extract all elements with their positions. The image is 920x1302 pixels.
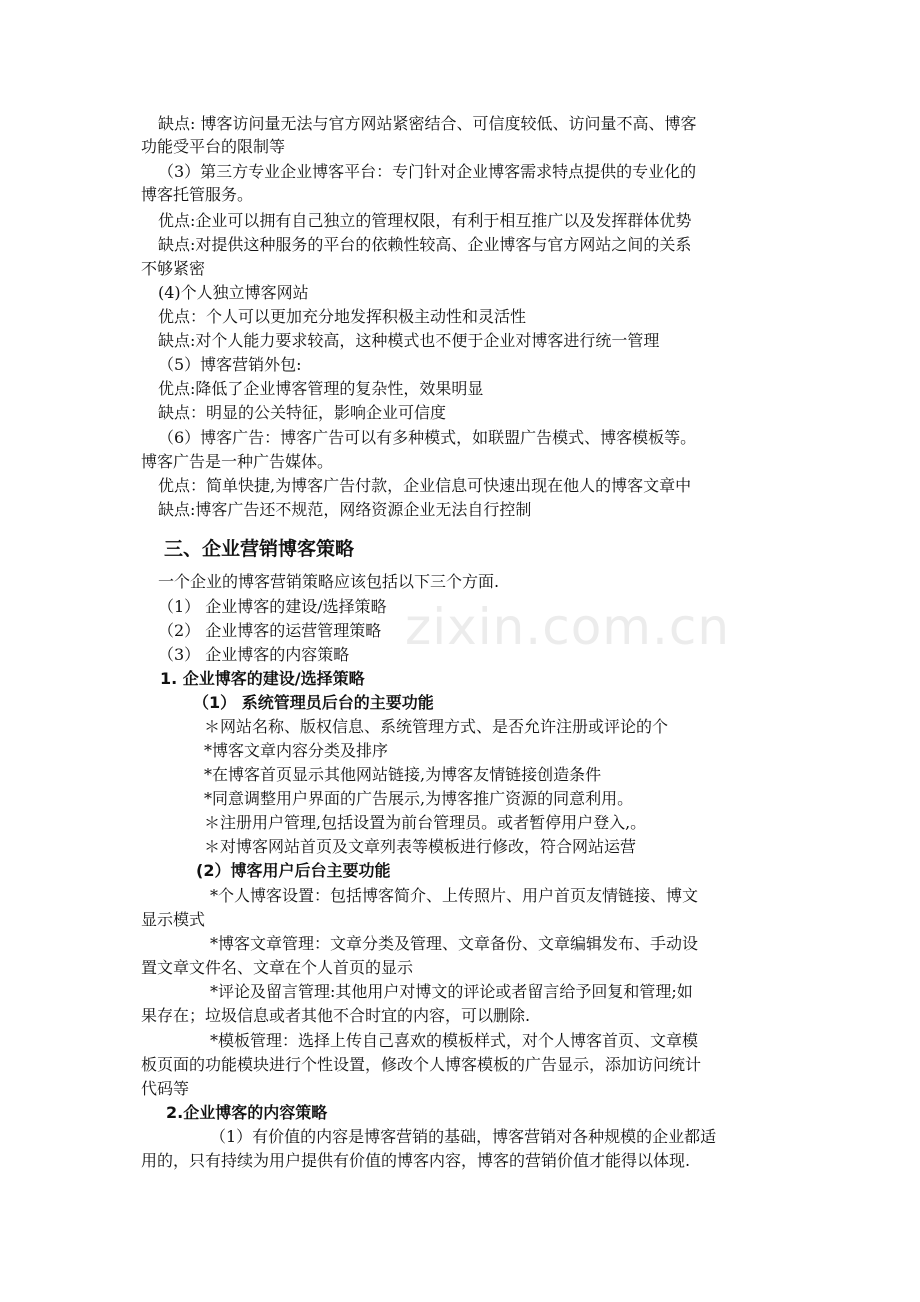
text-line: 不够紧密 — [141, 259, 206, 278]
text-line: 功能受平台的限制等 — [141, 137, 286, 156]
text-line: *博客文章管理：文章分类及管理、文章备份、文章编辑发布、手动设 — [210, 934, 699, 953]
text-line: （3）第三方专业企业博客平台：专门针对企业博客需求特点提供的专业化的 — [158, 162, 697, 181]
subsection-heading: （1） 系统管理员后台的主要功能 — [193, 693, 434, 712]
text-line: 缺点:对个人能力要求较高，这种模式也不便于企业对博客进行统一管理 — [158, 331, 660, 350]
text-line: 缺点:对提供这种服务的平台的依赖性较高、企业博客与官方网站之间的关系 — [158, 235, 692, 254]
section-heading: 三、企业营销博客策略 — [164, 538, 355, 560]
text-line: （1）有价值的内容是博客营销的基础，博客营销对各种规模的企业都适 — [210, 1127, 717, 1146]
list-item: （2） 企业博客的运营管理策略 — [158, 621, 382, 640]
subsection-heading: 2.企业博客的内容策略 — [166, 1103, 328, 1122]
list-item: ＊注册用户管理,包括设置为前台管理员。或者暂停用户登入,。 — [204, 813, 647, 832]
text-line: 置文章文件名、文章在个人首页的显示 — [141, 958, 414, 977]
text-line: 显示模式 — [141, 910, 206, 929]
text-line: 缺点:博客广告还不规范，网络资源企业无法自行控制 — [158, 500, 532, 519]
text-line: 优点：个人可以更加充分地发挥积极主动性和灵活性 — [158, 307, 527, 326]
text-line: （5）博客营销外包: — [158, 355, 302, 374]
text-line: 优点:企业可以拥有自己独立的管理权限，有利于相互推广以及发挥群体优势 — [158, 211, 692, 230]
list-item: *同意调整用户界面的广告展示,为博客推广资源的同意利用。 — [204, 789, 634, 808]
list-item: ＊网站名称、版权信息、系统管理方式、是否允许注册或评论的个 — [204, 717, 669, 736]
text-line: 代码等 — [141, 1079, 190, 1098]
list-item: （1） 企业博客的建设/选择策略 — [158, 597, 387, 616]
subsection-heading: (2）博客用户后台主要功能 — [196, 861, 391, 880]
text-line: 优点:降低了企业博客管理的复杂性，效果明显 — [158, 379, 484, 398]
text-line: 一个企业的博客营销策略应该包括以下三个方面. — [158, 572, 500, 591]
text-line: *评论及留言管理:其他用户对博文的评论或者留言给予回复和管理;如 — [210, 982, 693, 1001]
text-line: 缺点: 博客访问量无法与官方网站紧密结合、可信度较低、访问量不高、博客 — [158, 114, 697, 133]
text-line: *个人博客设置：包括博客简介、上传照片、用户首页友情链接、博文 — [210, 886, 699, 905]
list-item: （3） 企业博客的内容策略 — [158, 645, 350, 664]
text-line: （6）博客广告：博客广告可以有多种模式，如联盟广告模式、博客模板等。 — [158, 428, 697, 447]
text-line: *模板管理：选择上传自己喜欢的模板样式，对个人博客首页、文章模 — [210, 1031, 699, 1050]
text-line: 板页面的功能模块进行个性设置，修改个人博客模板的广告显示，添加访问统计 — [141, 1055, 702, 1074]
text-line: 博客广告是一种广告媒体。 — [141, 452, 334, 471]
watermark: zixin.com.cn — [405, 598, 731, 656]
list-item: *博客文章内容分类及排序 — [204, 741, 389, 760]
text-line: 优点：简单快捷,为博客广告付款，企业信息可快速出现在他人的博客文章中 — [158, 476, 692, 495]
subsection-heading: 1. 企业博客的建设/选择策略 — [160, 669, 365, 688]
text-line: 缺点：明显的公关特征，影响企业可信度 — [158, 403, 447, 422]
text-line: 用的，只有持续为用户提供有价值的博客内容，博客的营销价值才能得以体现. — [141, 1151, 691, 1170]
list-item: *在博客首页显示其他网站链接,为博客友情链接创造条件 — [204, 765, 602, 784]
text-line: 果存在；垃圾信息或者其他不合时宜的内容，可以删除. — [141, 1006, 531, 1025]
list-item: ＊对博客网站首页及文章列表等模板进行修改，符合网站运营 — [204, 837, 637, 856]
text-line: (4)个人独立博客网站 — [158, 283, 309, 302]
text-line: 博客托管服务。 — [141, 185, 254, 204]
